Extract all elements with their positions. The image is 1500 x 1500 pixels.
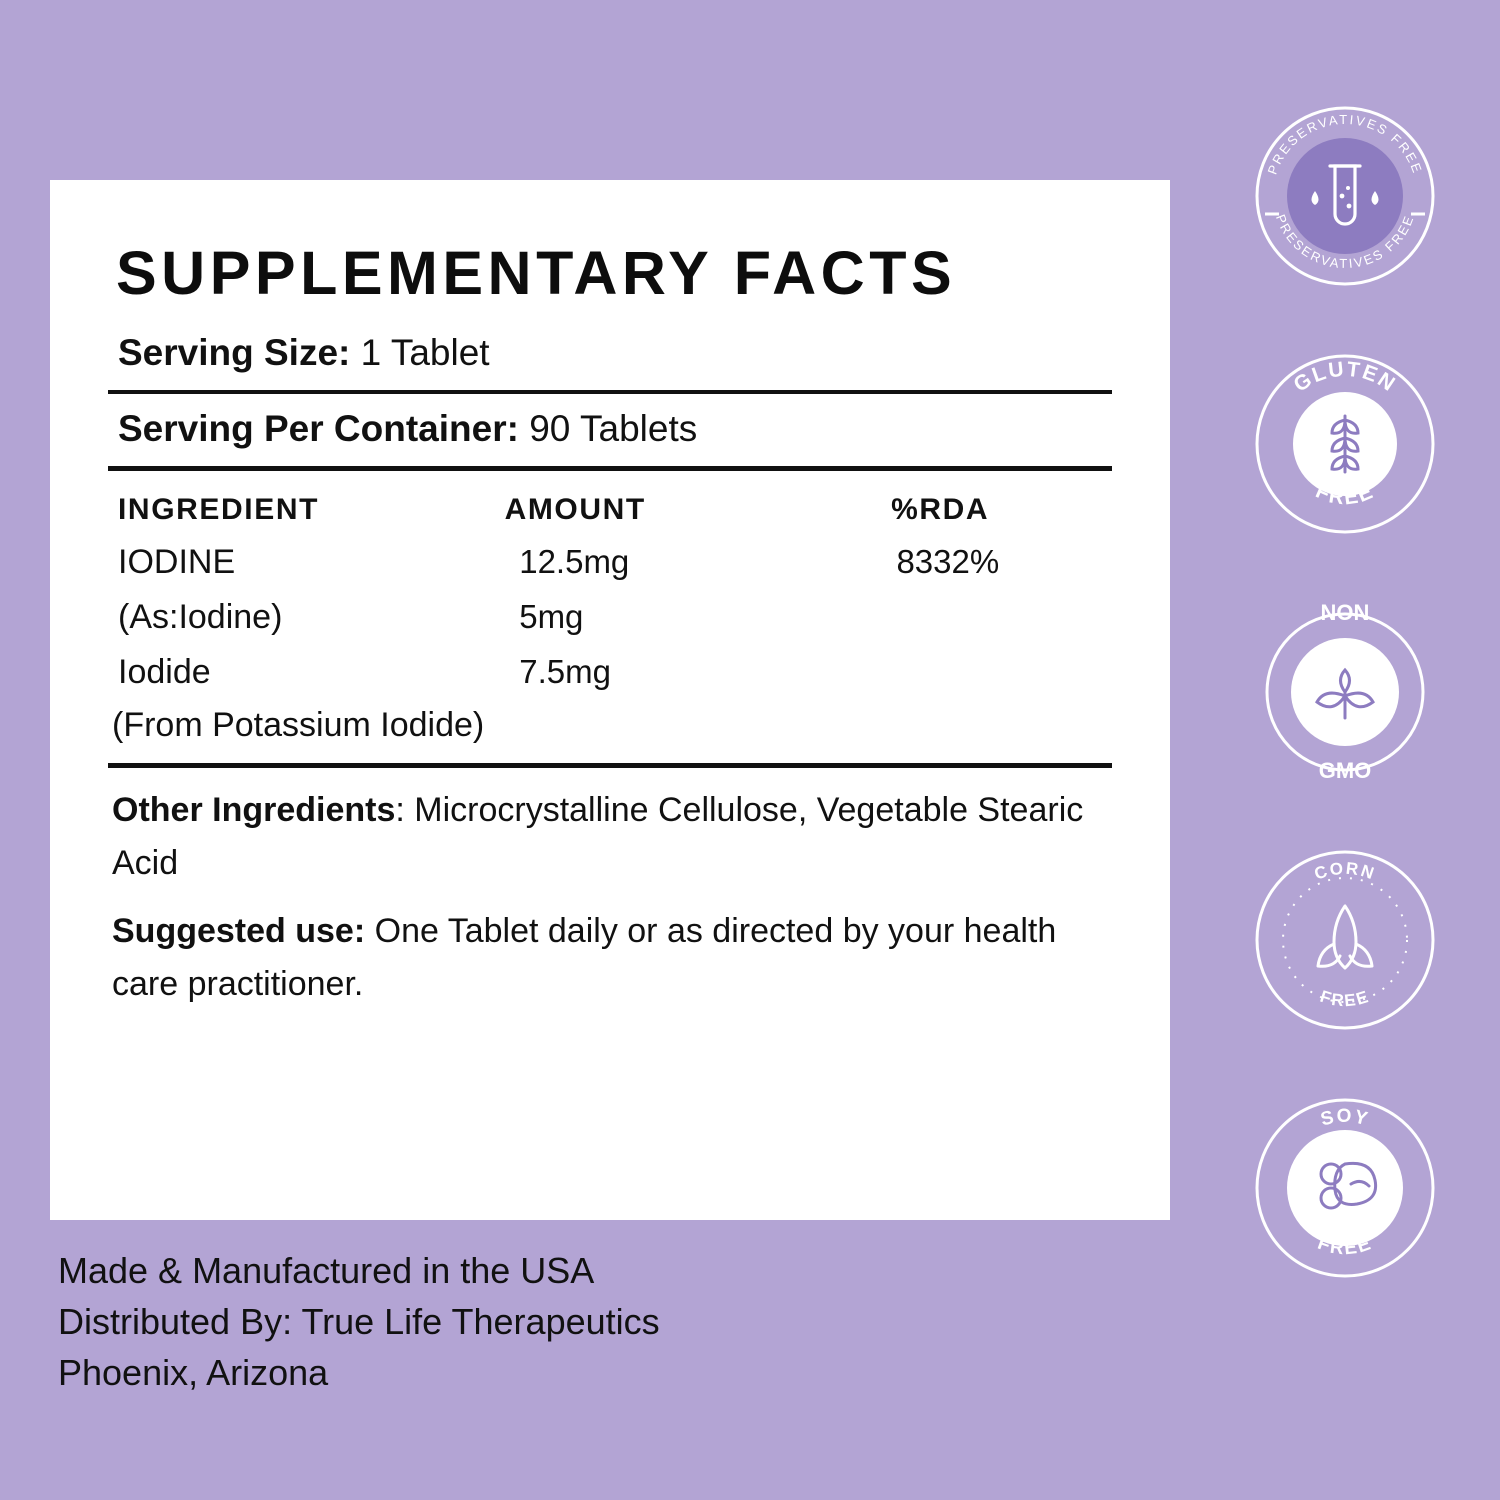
svg-text:CORN [1311,859,1377,884]
certification-badges [1237,96,1452,1288]
table-header-row [108,493,1112,527]
preservatives-free-badge [1245,96,1445,296]
badge-top-text: SOY [1318,1106,1371,1131]
manufacturer-footer [58,1245,660,1398]
serving-per-container-label: Serving Per Container: [118,408,519,449]
table-row [108,598,1112,637]
svg-text:FREE [1317,987,1371,1011]
serving-size-row [108,318,1112,390]
cell-amount: 7.5mg [519,653,611,690]
footer-line-made: Made & Manufactured in the USA [58,1250,595,1291]
ingredient-table [108,493,1112,768]
cell-ingredient: IODINE [118,543,236,581]
table-source-note: (From Potassium Iodide) [112,706,485,744]
svg-text:SOY [1318,1106,1371,1130]
table-header-rda: %RDA [891,493,990,526]
badge-top-text: GLUTEN [1289,357,1400,397]
table-row [108,543,1112,582]
non-gmo-badge [1245,592,1445,792]
footer-line-distributor: Distributed By: True Life Therapeutics [58,1301,660,1343]
corn-icon [1318,906,1372,968]
corn-free-badge [1245,840,1445,1040]
divider-2 [108,466,1112,471]
badge-bottom-text: FREE [1314,1232,1375,1260]
footer-line-location: Phoenix, Arizona [58,1352,329,1394]
badge-bottom-text: FREE [1311,479,1378,510]
cell-amount: 5mg [519,598,584,635]
suggested-use-value: One Tablet daily or as directed by your health care practitioner. [112,912,1057,1004]
other-ingredients-paragraph [108,784,1112,889]
other-ingredients-label: Other Ingredients [112,791,396,829]
supplement-facts-panel [50,180,1170,1220]
badge-bottom-text: PRESERVATIVES FREE [1272,212,1417,272]
table-row [108,653,1112,692]
badge-bottom-text: FREE [1317,986,1372,1011]
badge-top-text: CORN [1311,858,1378,884]
serving-per-container-row [108,394,1112,466]
badge-top-text: PRESERVATIVES FREE [1264,111,1425,177]
suggested-use-paragraph [108,905,1112,1010]
badge-top-text: NON [1320,600,1369,625]
gluten-free-badge [1245,344,1445,544]
cell-ingredient: (As:Iodine) [118,598,283,636]
divider-3 [108,763,1112,768]
other-ingredients-value: : Microcrystalline Cellulose, Vegetable Stearic Acid [112,791,1084,882]
table-header-amount: AMOUNT [504,493,646,526]
cell-ingredient: Iodide [118,653,211,691]
table-header-ingredient: INGREDIENT [118,493,320,526]
serving-size-value: 1 Tablet [360,332,490,373]
cell-amount: 12.5mg [519,543,630,580]
badge-bottom-text: GMO [1318,758,1371,783]
serving-per-container-value: 90 Tablets [529,408,698,449]
cell-rda: 8332% [896,543,1000,580]
serving-size-label: Serving Size: [118,332,351,373]
page-title: SUPPLEMENTARY FACTS [116,239,957,307]
suggested-use-label: Suggested use: [112,912,366,951]
soy-free-badge [1245,1088,1445,1288]
